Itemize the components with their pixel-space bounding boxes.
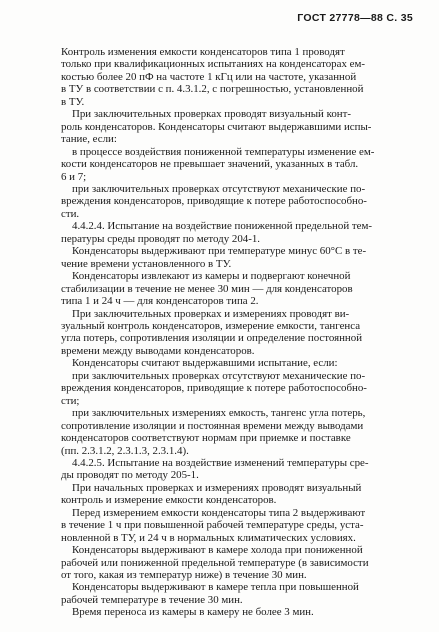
text-line: при заключительных проверках отсутствуют механические по-: [72, 369, 366, 382]
text-line: Конденсаторы считают выдержавшими испытание, если:: [72, 357, 338, 370]
text-line: зуальный контроль конденсаторов, измерение емкости, тангенса: [61, 319, 361, 332]
text-line: при заключительных проверках отсутствуют механические по-: [72, 182, 366, 195]
text-line: только при квалификационных испытаниях на конденсаторах ем-: [61, 58, 365, 71]
text-line: (пп. 2.3.1.2, 2.3.1.3, 2.3.1.4).: [61, 444, 189, 457]
text-line: стабилизации в течение не менее 30 мин — для конденсаторов: [61, 282, 353, 295]
text-line: роль конденсаторов. Конденсаторы считают выдержавшими испы-: [61, 120, 372, 133]
text-line: сти.: [61, 207, 80, 220]
text-line: Конденсаторы извлекают из камеры и подвергают конечной: [72, 270, 351, 283]
text-line: типа 1 и 24 ч — для конденсаторов типа 2.: [61, 295, 259, 308]
text-line: При заключительных проверках и измерениях проводят ви-: [72, 307, 350, 320]
text-line: При начальных проверках и измерениях проводят визуальный: [72, 481, 362, 494]
text-line: новленной в ТУ, и 24 ч в нормальных климатических условиях.: [61, 531, 356, 544]
text-line: При заключительных проверках проводят визуальный конт-: [72, 108, 351, 121]
text-line: сти;: [61, 394, 80, 407]
text-line: в ТУ в соответствии с п. 4.3.1.2, с погрешностью, установленной: [61, 83, 364, 96]
body-text: [61, 46, 412, 619]
text-line: 4.4.2.4. Испытание на воздействие пониженной предельной тем-: [72, 220, 372, 233]
text-line: вреждения конденсаторов, приводящие к потере работоспособно-: [61, 195, 367, 208]
document-body: [61, 46, 412, 619]
text-line: угла потерь, сопротивления изоляции и определение постоянной: [61, 332, 363, 345]
text-line: Контроль изменения емкости конденсаторов типа 1 проводят: [61, 46, 345, 58]
text-line: тание, если:: [61, 133, 117, 146]
text-line: от того, какая из температур ниже) в течение 30 мин.: [61, 569, 307, 582]
text-line: ды проводят по методу 205-1.: [61, 469, 199, 482]
text-line: сопротивление изоляции и постоянная времени между выводами: [61, 419, 364, 432]
text-line: при заключительных измерениях емкость, тангенс угла потерь,: [72, 407, 366, 420]
text-line: в процессе воздействия пониженной температуры изменение ем-: [72, 145, 375, 158]
text-line: Конденсаторы выдерживают при температуре минус 60°С в те-: [72, 245, 367, 258]
text-line: конденсаторов соответствуют нормам при приемке и поставке: [61, 432, 351, 445]
text-line: пературы среды проводят по методу 204-1.: [61, 232, 261, 245]
text-line: в течение 1 ч при повышенной рабочей температуре среды, уста-: [61, 519, 364, 532]
text-line: времени между выводами конденсаторов.: [61, 344, 255, 357]
text-line: в ТУ.: [61, 95, 85, 108]
text-line: рабочей или пониженной предельной температуре (в зависимости: [61, 556, 369, 569]
text-line: вреждения конденсаторов, приводящие к потере работоспособно-: [61, 382, 367, 395]
text-line: 6 и 7;: [61, 170, 87, 183]
page-header: ГОСТ 27778—88 С. 35: [297, 12, 413, 24]
text-line: Конденсаторы выдерживают в камере тепла при повышенной: [72, 581, 359, 594]
text-line: костью более 20 пФ на частоте 1 кГц или на частоте, указанной: [61, 70, 357, 83]
text-line: чение времени установленного в ТУ.: [61, 257, 232, 270]
text-line: Перед измерением емкости конденсаторы типа 2 выдерживают: [72, 506, 366, 519]
text-line: 4.4.2.5. Испытание на воздействие изменений температуры сре-: [72, 456, 369, 469]
text-line: контроль и измерение емкости конденсаторов.: [61, 494, 277, 507]
text-line: Конденсаторы выдерживают в камере холода при пониженной: [72, 544, 363, 557]
text-line: рабочей температуре в течение 30 мин.: [61, 593, 243, 606]
text-line: кости конденсаторов не превышает значений, указанных в табл.: [61, 158, 359, 171]
text-line: Время переноса из камеры в камеру не более 3 мин.: [72, 606, 314, 619]
